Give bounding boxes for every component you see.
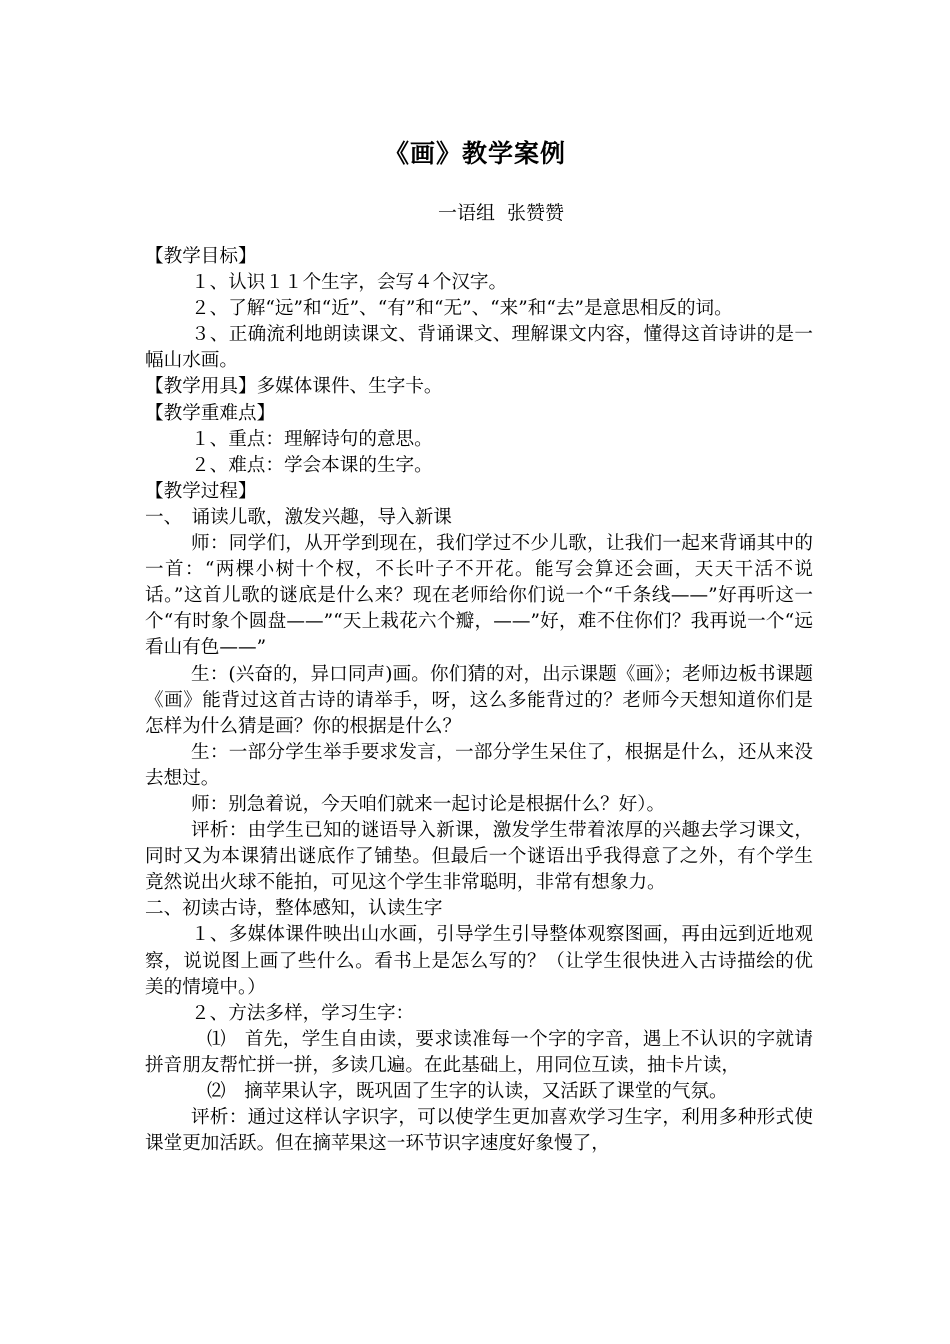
goal-item: １、认识１１个生字，会写４个汉字。 — [191, 272, 508, 294]
document-title: 《画》教学案例 — [383, 139, 566, 168]
goal-item: ２、了解“远”和“近”、“有”和“无”、“来”和“去”是意思相反的词。 — [191, 298, 733, 320]
keypoint-item: １、重点：理解诗句的意思。 — [191, 428, 433, 450]
author-line — [438, 198, 564, 225]
step-heading: 二、初读古诗，整体感知，认读生字 — [145, 898, 443, 920]
sub-step-item: ⑴ 首先，学生自由读，要求读准每一个字的字音，遇上不认识的字就请拼音朋友帮忙拼一拼，多读几遍。在此基础上，用同位互读，抽卡片读， — [145, 1028, 813, 1076]
author-group: 一语组 — [438, 202, 496, 224]
commentary-paragraph: 评析：通过这样认字识字，可以使学生更加喜欢学习生字，利用多种形式使课堂更加活跃。但在摘苹果这一环节识字速度好象慢了， — [145, 1107, 813, 1155]
section-heading-keypoints: 【教学重难点】 — [145, 402, 276, 424]
keypoint-item: ２、难点：学会本课的生字。 — [191, 454, 433, 476]
step-item: １、多媒体课件映出山水画，引导学生引导整体观察图画，再由远到近地观察，说说图上画了些什么。看书上是怎么写的？（让学生很快进入古诗描绘的优美的情境中。） — [145, 924, 813, 998]
document-body — [145, 244, 813, 1157]
section-heading-tools: 【教学用具】多媒体课件、生字卡。 — [145, 376, 443, 398]
commentary-paragraph: 评析：由学生已知的谜语导入新课，激发学生带着浓厚的兴趣去学习课文，同时又为本课猜出谜底作了铺垫。但最后一个谜语出乎我得意了之外，有个学生竟然说出火球不能拍，可见这个学生非常聪明，非常有想象力。 — [145, 820, 813, 894]
sub-step-item: ⑵ 摘苹果认字，既巩固了生字的认读，又活跃了课堂的气氛。 — [207, 1081, 728, 1102]
dialogue-paragraph: 师：别急着说，今天咱们就来一起讨论是根据什么？好）。 — [191, 793, 666, 815]
dialogue-paragraph: 生：一部分学生举手要求发言，一部分学生呆住了，根据是什么，还从来没去想过。 — [145, 741, 813, 789]
step-item: ２、方法多样，学习生字： — [191, 1002, 415, 1024]
step-heading: 一、 诵读儿歌，激发兴趣，导入新课 — [145, 506, 452, 528]
dialogue-paragraph: 师：同学们，从开学到现在，我们学过不少儿歌，让我们一起来背诵其中的一首：“两棵小树十个杈，不长叶子不开花。能写会算还会画，天天干活不说话。”这首儿歌的谜底是什么来？现在老师给你们说一个“千条线——”好再听这一个“有时象个圆盘——”“天上栽花六个瓣，——”好，难不住你们？我再说一个“远看山有色——” — [145, 533, 813, 659]
goal-item: ３、正确流利地朗读课文、背诵课文、理解课文内容，懂得这首诗讲的是一幅山水画。 — [145, 324, 813, 372]
dialogue-paragraph: 生：(兴奋的，异口同声)画。你们猜的对，出示课题《画》；老师边板书课题《画》能背过这首古诗的请举手，呀，这么多能背过的？老师今天想知道你们是怎样为什么猜是画？你的根据是什么？ — [145, 663, 813, 737]
section-heading-process: 【教学过程】 — [145, 480, 257, 502]
section-heading-goals: 【教学目标】 — [145, 246, 257, 267]
author-name: 张赞赞 — [507, 202, 565, 224]
